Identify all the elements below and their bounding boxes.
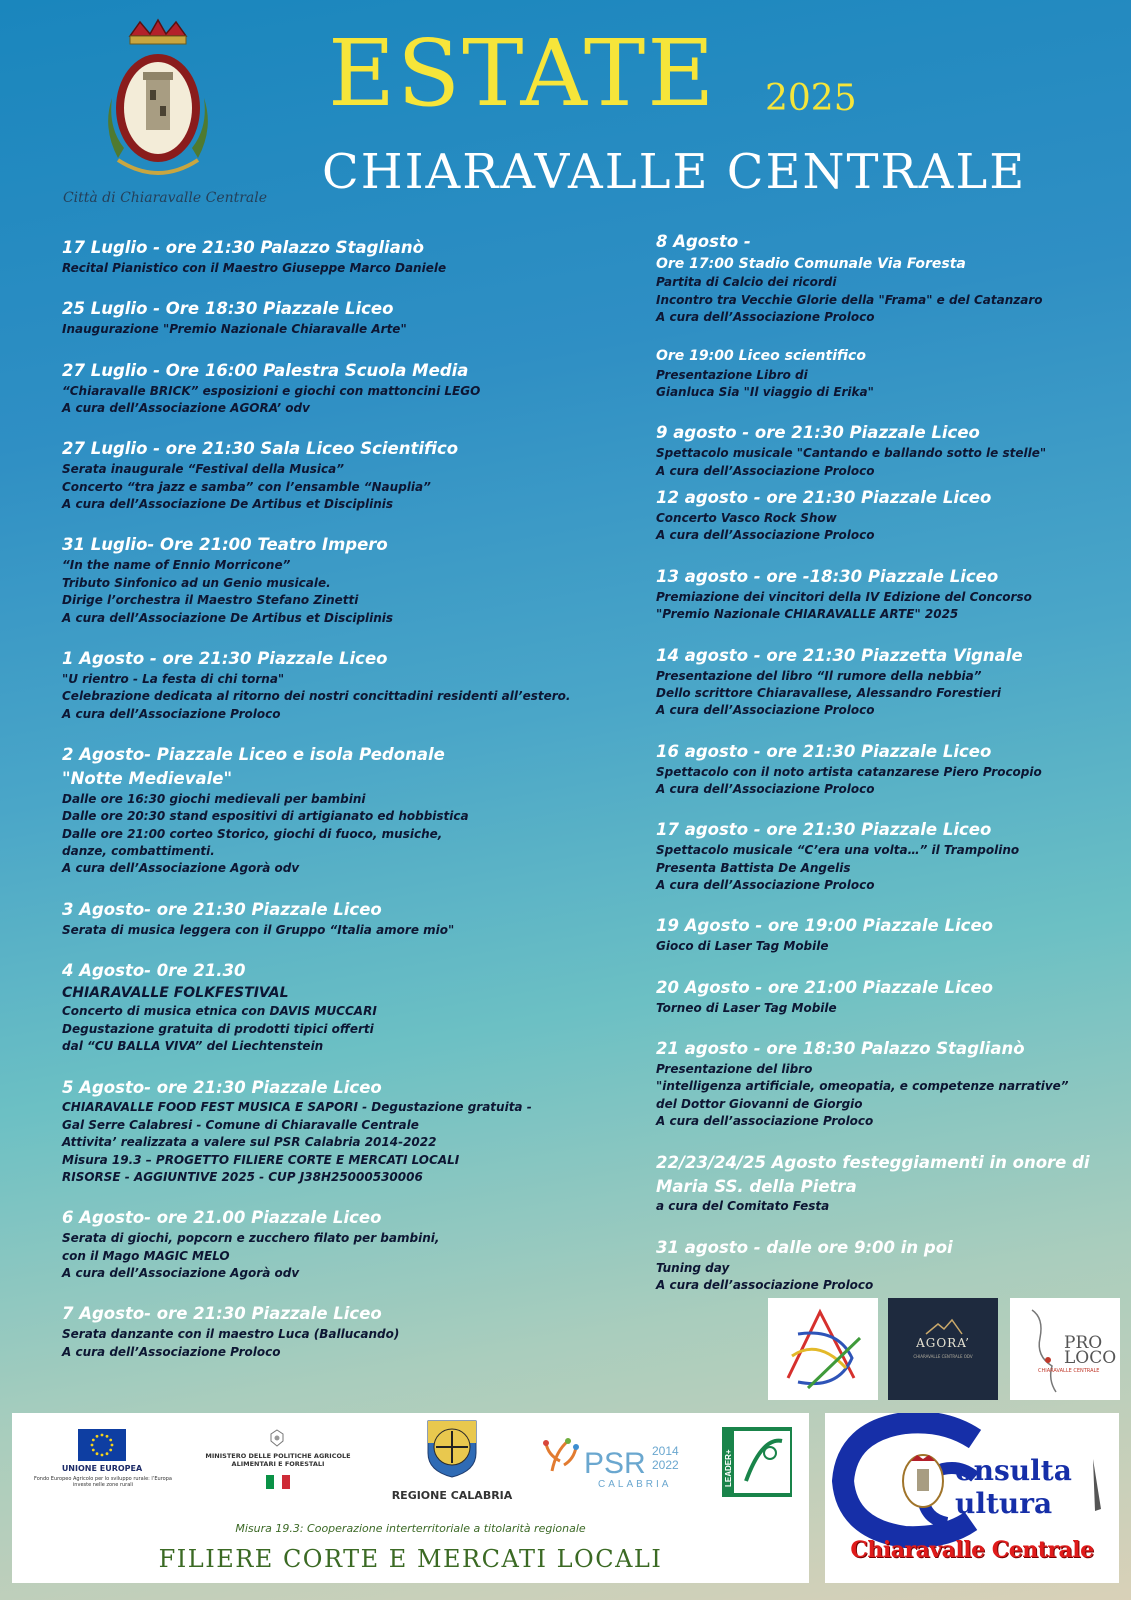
event-heading: 5 Agosto- ore 21:30 Piazzale Liceo <box>62 1077 382 1097</box>
event-line: A cura dell’Associazione Agorà odv <box>62 1266 300 1281</box>
psr-region: CALABRIA <box>598 1479 672 1490</box>
psr-years-bottom: 2022 <box>652 1458 679 1472</box>
event-line: CHIARAVALLE FOOD FEST MUSICA E SAPORI - Degustazione gratuita - <box>62 1100 532 1115</box>
event-line: con il Mago MAGIC MELO <box>62 1248 230 1263</box>
events-left-column <box>62 236 602 1361</box>
event-line: A cura dell’Associazione Proloco <box>656 781 875 796</box>
event-heading: 17 agosto - ore 21:30 Piazzale Liceo <box>656 820 992 840</box>
event-heading: 31 Luglio- Ore 21:00 Teatro Impero <box>62 535 388 555</box>
event-heading: 7 Agosto- ore 21:30 Piazzale Liceo <box>62 1304 382 1324</box>
event-line: Serata di giochi, popcorn e zucchero filato per bambini, <box>62 1231 440 1246</box>
event-heading: 4 Agosto- 0re 21.30 <box>62 961 246 981</box>
event-item <box>656 486 1116 545</box>
proloco-town: CHIARAVALLE CENTRALE <box>1038 1368 1100 1374</box>
event-line: Recital Pianistico con il Maestro Giuseppe Marco Daniele <box>62 260 447 275</box>
agora-logo <box>888 1298 998 1400</box>
event-line: “Chiaravalle BRICK” esposizioni e giochi con mattoncini LEGO <box>62 383 481 398</box>
leader-logo-icon <box>720 1425 794 1499</box>
event-line: Concerto Vasco Rock Show <box>656 511 837 526</box>
event-line: A cura dell’associazione Proloco <box>656 1114 874 1129</box>
event-item <box>656 421 1116 480</box>
event-line: Spettacolo con il noto artista catanzarese Piero Procopio <box>656 764 1042 779</box>
event-item <box>62 533 602 626</box>
event-line: Presentazione del libro “Il rumore della nebbia” <box>656 668 982 683</box>
ministry-name: MINISTERO DELLE POLITICHE AGRICOLE ALIMENTARI E FORESTALI <box>205 1452 351 1468</box>
event-item <box>62 647 602 723</box>
italian-flag-icon <box>266 1475 290 1489</box>
event-heading: 20 Agosto - ore 21:00 Piazzale Liceo <box>656 977 993 997</box>
italian-emblem-icon <box>269 1429 285 1447</box>
event-line: Presenta Battista De Angelis <box>656 860 851 875</box>
event-item <box>656 976 1116 1017</box>
event-item <box>62 437 602 513</box>
event-heading: 14 agosto - ore 21:30 Piazzetta Vignale <box>656 645 1023 665</box>
event-line: Gal Serre Calabresi - Comune di Chiaravalle Centrale <box>62 1117 419 1132</box>
cultura-text: ultura <box>955 1487 1053 1520</box>
event-line: "Premio Nazionale CHIARAVALLE ARTE" 2025 <box>656 607 959 622</box>
eu-note: Fondo Europeo Agricolo per lo sviluppo rurale: l’Europa investe nelle zone rurali <box>34 1476 172 1488</box>
event-line: Degustazione gratuita di prodotti tipici offerti <box>62 1021 374 1036</box>
event-line: Serata di musica leggera con il Gruppo “Italia amore mio" <box>62 922 455 937</box>
event-heading: 17 Luglio - ore 21:30 Palazzo Staglianò <box>62 238 424 257</box>
event-line: Dirige l’orchestra il Maestro Stefano Zinetti <box>62 593 359 608</box>
event-subheading: "Notte Medievale" <box>62 768 233 788</box>
event-item <box>656 1151 1116 1216</box>
proloco-text: PRO LOCO <box>1064 1333 1117 1369</box>
event-line: A cura dell’associazione Proloco <box>656 1278 874 1293</box>
event-item <box>656 1037 1116 1130</box>
event-heading: 27 Luglio - Ore 16:00 Palestra Scuola Media <box>62 360 469 380</box>
event-line: Attivita’ realizzata a valere sul PSR Calabria 2014-2022 <box>62 1135 437 1150</box>
event-line: danze, combattimenti. <box>62 844 215 859</box>
mountain-icon <box>888 1298 998 1338</box>
event-line: Premiazione dei vincitori della IV Edizione del Concorso <box>656 589 1032 604</box>
event-heading: 21 agosto - ore 18:30 Palazzo Staglianò <box>656 1039 1025 1059</box>
event-item <box>656 644 1116 720</box>
event-item <box>656 230 1116 326</box>
event-line: Partita di Calcio dei ricordi <box>656 275 837 290</box>
event-line: Inaugurazione "Premio Nazionale Chiaravalle Arte" <box>62 322 407 337</box>
event-item <box>62 743 602 878</box>
event-line: Incontro tra Vecchie Glorie della "Frama" e del Catanzaro <box>656 292 1043 307</box>
proloco-logo <box>1010 1298 1120 1400</box>
title-town: CHIARAVALLE CENTRALE <box>322 144 1027 200</box>
title-year: 2025 <box>765 78 857 119</box>
event-line: “In the name of Ennio Morricone” <box>62 558 291 573</box>
event-line: A cura dell’Associazione Proloco <box>656 528 875 543</box>
agora-sub: CHIARAVALLE CENTRALE ODV <box>913 1354 973 1359</box>
regione-calabria-logo-icon <box>422 1417 482 1479</box>
event-line: A cura dell’Associazione AGORA’ odv <box>62 400 310 415</box>
psr-calabria-logo-icon <box>542 1431 698 1491</box>
footer-institutions <box>12 1413 809 1583</box>
event-heading: 19 Agosto - ore 19:00 Piazzale Liceo <box>656 916 993 936</box>
consulta-text: onsulta <box>955 1454 1072 1487</box>
event-subheading: CHIARAVALLE FOLKFESTIVAL <box>62 985 289 1002</box>
event-item <box>656 914 1116 955</box>
event-line: Dalle ore 20:30 stand espositivi di artigianato ed hobbistica <box>62 809 469 824</box>
aps-logo-icon <box>768 1298 878 1400</box>
event-heading: 2 Agosto- Piazzale Liceo e isola Pedonale <box>62 745 445 764</box>
event-heading: Ore 19:00 Liceo scientifico <box>656 348 866 365</box>
event-line: Gioco di Laser Tag Mobile <box>656 939 829 954</box>
event-line: Dalle ore 21:00 corteo Storico, giochi di fuoco, musiche, <box>62 826 443 841</box>
event-heading: 13 agosto - ore -18:30 Piazzale Liceo <box>656 566 999 586</box>
event-item <box>656 818 1116 894</box>
event-item <box>62 1302 602 1361</box>
event-item <box>656 740 1116 799</box>
event-heading: 22/23/24/25 Agosto festeggiamenti in onore di <box>656 1152 1090 1172</box>
event-heading: 27 Luglio - ore 21:30 Sala Liceo Scientifico <box>62 439 459 459</box>
title-estate: ESTATE <box>328 20 717 127</box>
event-line: Spettacolo musicale "Cantando e ballando sotto le stelle" <box>656 446 1047 461</box>
event-line: Presentazione del libro <box>656 1062 813 1077</box>
event-line: Gianluca Sia "Il viaggio di Erika" <box>656 385 874 400</box>
regione-calabria-name: REGIONE CALABRIA <box>391 1489 513 1502</box>
agora-name: AGORA’ <box>916 1336 970 1350</box>
event-line: del Dottor Giovanni de Giorgio <box>656 1096 863 1111</box>
event-line: A cura dell’Associazione Proloco <box>656 463 875 478</box>
town-crest-icon <box>88 18 228 188</box>
event-line: A cura dell’Associazione Proloco <box>656 878 875 893</box>
event-line: A cura dell’Associazione De Artibus et Disciplinis <box>62 497 394 512</box>
event-line: A cura dell’Associazione Proloco <box>62 1344 281 1359</box>
event-line: Concerto di musica etnica con DAVIS MUCCARI <box>62 1004 377 1019</box>
leader-text: LEADER+ <box>724 1449 733 1487</box>
eu-flag-icon <box>78 1429 126 1461</box>
event-heading: 1 Agosto - ore 21:30 Piazzale Liceo <box>62 648 388 668</box>
event-line: A cura dell’Associazione Proloco <box>62 706 281 721</box>
event-line: Dalle ore 16:30 giochi medievali per bambini <box>62 791 366 806</box>
event-line: A cura dell’Associazione Proloco <box>656 703 875 718</box>
event-line: A cura dell’Associazione De Artibus et Disciplinis <box>62 610 394 625</box>
event-line: Serata inaugurale “Festival della Musica” <box>62 462 344 477</box>
event-line: Dello scrittore Chiaravallese, Alessandro Forestieri <box>656 685 1001 700</box>
filiere-title: FILIERE CORTE E MERCATI LOCALI <box>158 1545 663 1573</box>
event-subheading: Maria SS. della Pietra <box>656 1176 857 1196</box>
event-heading: 16 agosto - ore 21:30 Piazzale Liceo <box>656 741 992 761</box>
psr-years-top: 2014 <box>652 1444 679 1458</box>
aps-de-artibus-logo <box>768 1298 878 1400</box>
event-item <box>62 236 602 277</box>
event-line: Spettacolo musicale “C’era una volta…” il Trampolino <box>656 843 1020 858</box>
events-right-column <box>656 230 1116 1295</box>
crest-caption: Città di Chiaravalle Centrale <box>62 190 268 206</box>
event-item <box>62 959 602 1055</box>
event-item <box>62 1076 602 1187</box>
event-item <box>656 565 1116 624</box>
event-heading: 8 Agosto - <box>656 232 751 251</box>
event-line: A cura dell’Associazione Agorà odv <box>62 861 300 876</box>
event-line: Presentazione Libro di <box>656 367 808 382</box>
event-line: A cura dell’Associazione Proloco <box>656 310 875 324</box>
event-line: Serata danzante con il maestro Luca (Ballucando) <box>62 1327 400 1342</box>
event-line: Tributo Sinfonico ad un Genio musicale. <box>62 575 331 590</box>
event-heading: 3 Agosto- ore 21:30 Piazzale Liceo <box>62 899 382 919</box>
psr-word: PSR <box>584 1447 646 1480</box>
event-line: Concerto “tra jazz e samba” con l’ensamble “Nauplia” <box>62 479 431 494</box>
event-line: Tuning day <box>656 1260 730 1275</box>
event-item <box>62 898 602 939</box>
event-line: RISORSE - AGGIUNTIVE 2025 - CUP J38H25000530006 <box>62 1169 423 1184</box>
event-line: a cura del Comitato Festa <box>656 1199 830 1214</box>
event-heading: 9 agosto - ore 21:30 Piazzale Liceo <box>656 423 980 443</box>
event-item <box>62 297 602 338</box>
consulta-town: Chiaravalle Centrale <box>850 1537 1094 1563</box>
event-line: dal “CU BALLA VIVA” del Liechtenstein <box>62 1039 324 1054</box>
event-heading: 25 Luglio - Ore 18:30 Piazzale Liceo <box>62 299 394 319</box>
event-subheading: Ore 17:00 Stadio Comunale Via Foresta <box>656 255 966 272</box>
event-item <box>62 359 602 418</box>
event-heading: 6 Agosto- ore 21.00 Piazzale Liceo <box>62 1208 382 1228</box>
event-line: Torneo di Laser Tag Mobile <box>656 1000 837 1015</box>
event-line: Misura 19.3 – PROGETTO FILIERE CORTE E MERCATI LOCALI <box>62 1152 460 1167</box>
consulta-cultura-logo <box>825 1413 1119 1583</box>
misura-text: Misura 19.3: Cooperazione interterritoriale a titolarità regionale <box>235 1522 586 1535</box>
event-item <box>656 1236 1116 1295</box>
event-line: "U rientro - La festa di chi torna" <box>62 671 285 686</box>
event-item <box>62 1206 602 1282</box>
event-heading: 31 agosto - dalle ore 9:00 in poi <box>656 1237 953 1257</box>
event-line: Celebrazione dedicata al ritorno dei nostri concittadini residenti all’estero. <box>62 689 571 704</box>
event-heading: 12 agosto - ore 21:30 Piazzale Liceo <box>656 488 992 508</box>
event-line: "intelligenza artificiale, omeopatia, e competenze narrative” <box>656 1079 1069 1094</box>
event-item <box>656 346 1116 401</box>
eu-name: UNIONE EUROPEA <box>61 1464 143 1473</box>
